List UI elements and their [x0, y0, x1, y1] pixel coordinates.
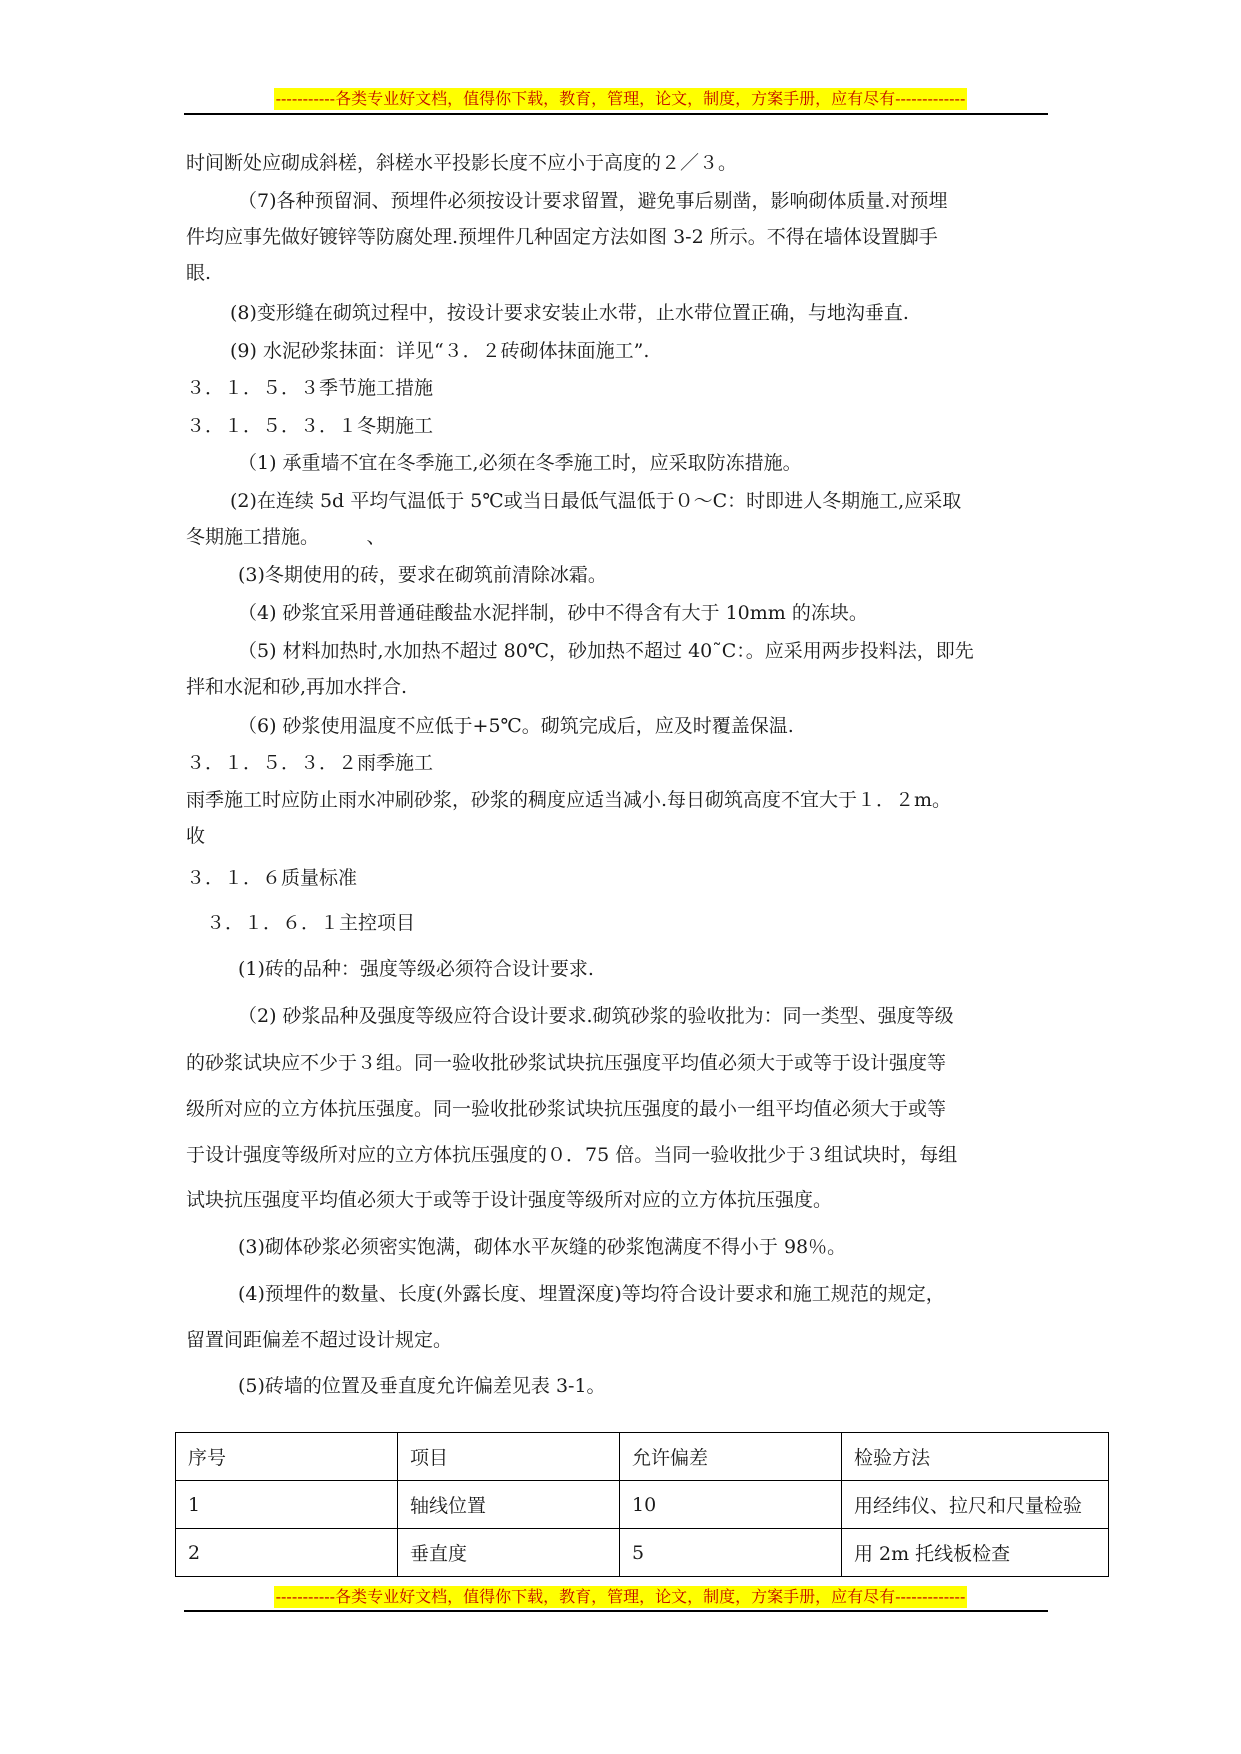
table-cell: 5	[620, 1529, 842, 1577]
footer-banner	[0, 1586, 1241, 1608]
text-line: 试块抗压强度平均值必须大于或等于设计强度等级所对应的立方体抗压强度。	[186, 1189, 833, 1211]
table-header-cell: 允许偏差	[620, 1433, 842, 1481]
text-line: （2) 砂浆品种及强度等级应符合设计要求.砌筑砂浆的验收批为：同一类型、强度等级	[238, 1005, 954, 1027]
text-line: 时间断处应砌成斜槎，斜槎水平投影长度不应小于高度的２／３。	[186, 152, 738, 174]
text-line: (3)冬期使用的砖，要求在砌筑前清除冰霜。	[238, 564, 607, 586]
text-line: （1) 承重墙不宜在冬季施工,必须在冬季施工时，应采取防冻措施。	[238, 452, 802, 474]
table-header-row	[176, 1433, 1109, 1481]
table-row	[176, 1529, 1109, 1577]
footer-banner-text: -----------各类专业好文档，值得你下载，教育，管理，论文，制度，方案手册，应有尽有-------------	[275, 1587, 966, 1606]
text-line: （5) 材料加热时,水加热不超过 80℃，砂加热不超过 40˜C：。应采用两步投料法，即先	[238, 640, 974, 662]
table-header-cell: 序号	[176, 1433, 398, 1481]
text-line: ３．１．６质量标准	[186, 867, 358, 889]
text-line: (9) 水泥砂浆抹面：详见“３．２砖砌体抹面施工”.	[230, 340, 650, 362]
text-line: ３．１．５．３季节施工措施	[186, 377, 434, 399]
text-line: 的砂浆试块应不少于３组。同一验收批砂浆试块抗压强度平均值必须大于或等于设计强度等	[186, 1052, 947, 1074]
table-cell: 垂直度	[398, 1529, 620, 1577]
text-line: 于设计强度等级所对应的立方体抗压强度的０．75 倍。当同一验收批少于３组试块时，每组	[186, 1144, 958, 1166]
table-cell: 轴线位置	[398, 1481, 620, 1529]
text-line: 拌和水泥和砂,再加水拌合.	[186, 676, 408, 698]
text-line: 冬期施工措施。 、	[186, 526, 386, 548]
text-line: (5)砖墙的位置及垂直度允许偏差见表 3-1。	[238, 1375, 606, 1397]
text-line: （4) 砂浆宜采用普通硅酸盐水泥拌制，砂中不得含有大于 10mm 的冻块。	[238, 602, 868, 624]
footer-rule	[184, 1610, 1048, 1612]
text-line: (1)砖的品种：强度等级必须符合设计要求.	[238, 958, 594, 980]
table-cell: 1	[176, 1481, 398, 1529]
text-line: 留置间距偏差不超过设计规定。	[186, 1329, 453, 1351]
table-cell: 10	[620, 1481, 842, 1529]
text-line: 收	[186, 825, 206, 847]
text-line: (8)变形缝在砌筑过程中，按设计要求安装止水带，止水带位置正确，与地沟垂直.	[230, 302, 909, 324]
table-cell: 2	[176, 1529, 398, 1577]
header-rule	[184, 113, 1048, 115]
text-line: ３．１．５．３．１冬期施工	[186, 415, 434, 437]
deviation-table	[175, 1432, 1109, 1577]
header-banner-text: -----------各类专业好文档，值得你下载，教育，管理，论文，制度，方案手册，应有尽有-------------	[275, 89, 966, 108]
text-line: 件均应事先做好镀锌等防腐处理.预埋件几种固定方法如图 3-2 所示。不得在墙体设置脚手	[186, 226, 938, 248]
header-banner	[0, 88, 1241, 110]
table-row	[176, 1481, 1109, 1529]
text-line: ３．１．５．３．２雨季施工	[186, 752, 434, 774]
table-cell: 用 2m 托线板检查	[842, 1529, 1109, 1577]
text-line: 雨季施工时应防止雨水冲刷砂浆，砂浆的稠度应适当减小.每日砌筑高度不宜大于１．２m。	[186, 789, 952, 811]
text-line: 眼.	[186, 262, 212, 284]
text-line: ３．１．６．１主控项目	[206, 912, 416, 934]
table-header-cell: 检验方法	[842, 1433, 1109, 1481]
text-line: (2)在连续 5d 平均气温低于 5℃或当日最低气温低于０～C：时即进人冬期施工,应采取	[230, 490, 962, 512]
text-line: (4)预埋件的数量、长度(外露长度、埋置深度)等均符合设计要求和施工规范的规定，	[238, 1283, 945, 1305]
table-cell: 用经纬仪、拉尺和尺量检验	[842, 1481, 1109, 1529]
table-header-cell: 项目	[398, 1433, 620, 1481]
text-line: （6) 砂浆使用温度不应低于+5℃。砌筑完成后，应及时覆盖保温.	[238, 715, 794, 737]
text-line: （7)各种预留洞、预埋件必须按设计要求留置，避免事后剔凿，影响砌体质量.对预埋	[238, 190, 948, 212]
text-line: (3)砌体砂浆必须密实饱满，砌体水平灰缝的砂浆饱满度不得小于 98％。	[238, 1236, 847, 1258]
text-line: 级所对应的立方体抗压强度。同一验收批砂浆试块抗压强度的最小一组平均值必须大于或等	[186, 1098, 947, 1120]
